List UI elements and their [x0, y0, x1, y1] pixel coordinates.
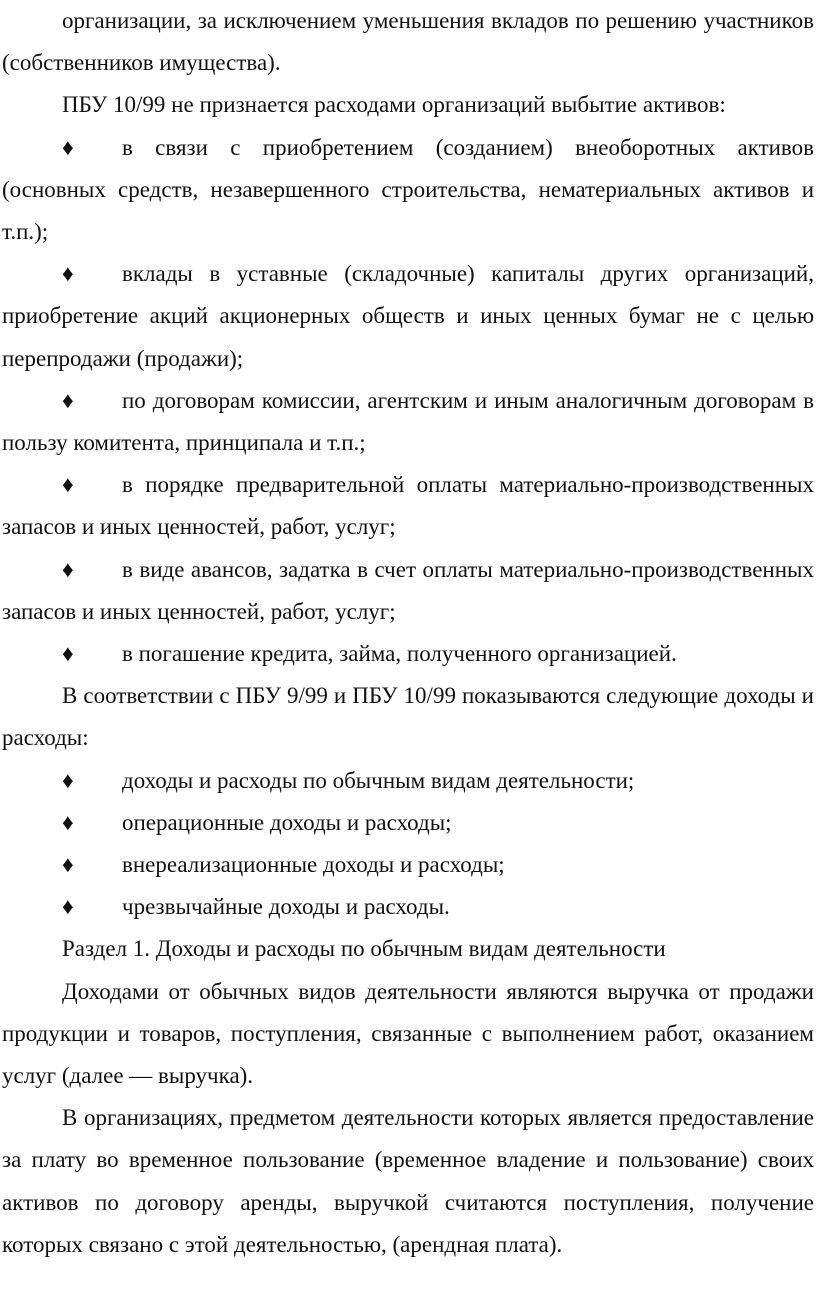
diamond-bullet-icon: ♦	[62, 894, 74, 920]
list-item-text: в порядке предварительной оплаты материально-производственных запасов и иных ценностей, работ, услуг;	[2, 472, 814, 540]
paragraph-intro	[2, 84, 814, 126]
section-heading-text: Раздел 1. Доходы и расходы по обычным видам деятельности	[62, 936, 666, 962]
list-item-text: в погашение кредита, займа, полученного организацией.	[122, 641, 677, 667]
list-item	[2, 253, 814, 380]
diamond-bullet-icon: ♦	[62, 556, 74, 582]
list-item-text: в связи с приобретением (созданием) внеоборотных активов (основных средств, незавершенного строительства, нематериальных активов и т.п.);	[2, 134, 814, 245]
list-item-text: в виде авансов, задатка в счет оплаты материально-производственных запасов и иных ценностей, работ, услуг;	[2, 556, 814, 624]
list-item-text: чрезвычайные доходы и расходы.	[122, 894, 450, 920]
section-heading	[2, 928, 814, 970]
diamond-bullet-icon: ♦	[62, 261, 74, 287]
list-item	[2, 802, 814, 844]
paragraph-text: В организациях, предметом деятельности которых является предоставление за плату во временное пользование (временное владение и пользование) своих активов по договору аренды, выручкой считаются поступления, получение которых связано с этой деятельностью, (арендная плата).	[2, 1105, 814, 1257]
paragraph-continuation	[2, 0, 814, 84]
diamond-bullet-icon: ♦	[62, 809, 74, 835]
list-item	[2, 844, 814, 886]
diamond-bullet-icon: ♦	[62, 641, 74, 667]
paragraph-text: В соответствии с ПБУ 9/99 и ПБУ 10/99 показываются следующие доходы и расходы:	[2, 683, 814, 751]
diamond-bullet-icon: ♦	[62, 472, 74, 498]
list-item-text: вклады в уставные (складочные) капиталы других организаций, приобретение акций акционерных обществ и иных ценных бумаг не с целью перепродажи (продажи);	[2, 261, 814, 371]
paragraph-text: Доходами от обычных видов деятельности являются выручка от продажи продукции и товаров, поступления, связанные с выполнением работ, оказанием услуг (далее — выручка).	[2, 978, 814, 1089]
list-item	[2, 886, 814, 928]
list-item-text: операционные доходы и расходы;	[122, 809, 452, 835]
list-item-text: внереализационные доходы и расходы;	[122, 852, 505, 878]
paragraph	[2, 971, 814, 1098]
diamond-bullet-icon: ♦	[62, 387, 74, 413]
paragraph-text: ПБУ 10/99 не признается расходами организаций выбытие активов:	[62, 92, 726, 118]
paragraph	[2, 1097, 814, 1266]
list-item	[2, 760, 814, 802]
diamond-bullet-icon: ♦	[62, 852, 74, 878]
diamond-bullet-icon: ♦	[62, 134, 74, 160]
list-item	[2, 549, 814, 633]
paragraph-text: организации, за исключением уменьшения вкладов по решению участников (собственников имущества).	[2, 8, 814, 76]
list-item	[2, 127, 814, 254]
diamond-bullet-icon: ♦	[62, 767, 74, 793]
list-item	[2, 464, 814, 548]
list-item	[2, 633, 814, 675]
list-item-text: по договорам комиссии, агентским и иным аналогичным договорам в пользу комитента, принципала и т.п.;	[2, 387, 814, 456]
paragraph-intro	[2, 675, 814, 759]
list-item-text: доходы и расходы по обычным видам деятельности;	[122, 767, 635, 793]
list-item	[2, 380, 814, 464]
